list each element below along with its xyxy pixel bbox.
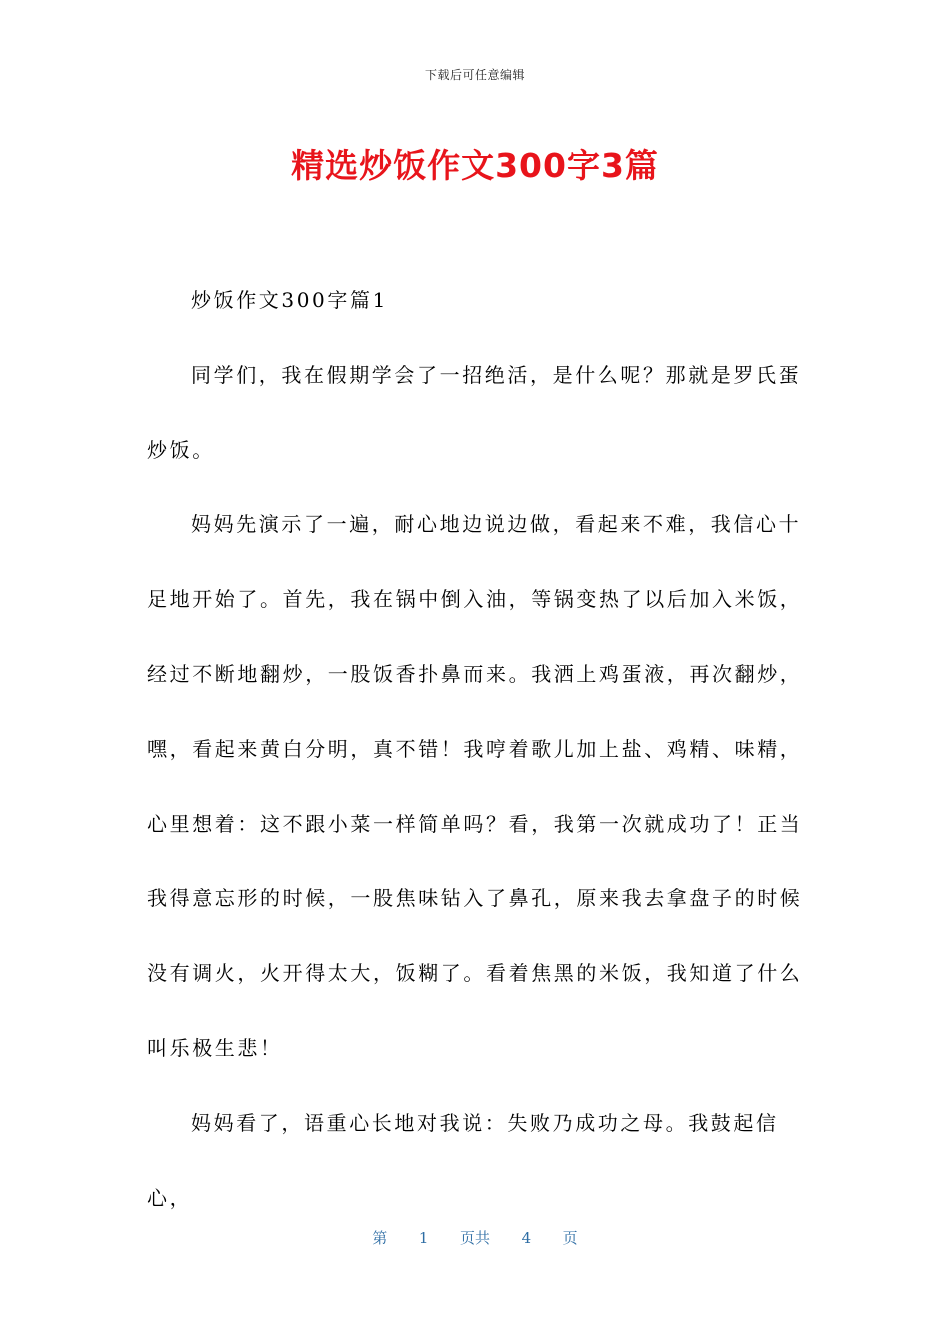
- document-body: [147, 263, 807, 1235]
- page-middle: 页共: [459, 1229, 490, 1247]
- paragraph-3: 妈妈看了，语重心长地对我说：失败乃成功之母。我鼓起信心，: [147, 1110, 779, 1210]
- paragraph-1: 同学们，我在假期学会了一招绝活，是什么呢？那就是罗氏蛋炒饭。: [147, 362, 802, 462]
- current-page-number: 1: [418, 1229, 429, 1247]
- document-title: 精选炒饭作文300字3篇: [291, 146, 659, 185]
- page-suffix: 页: [562, 1229, 578, 1247]
- paragraph-2: 妈妈先演示了一遍，耐心地边说边做，看起来不难，我信心十足地开始了。首先，我在锅中倒入油，等锅变热了以后加入米饭，经过不断地翻炒，一股饭香扑鼻而来。我洒上鸡蛋液，再次翻炒，嘿，看起来黄白分明，真不错！我哼着歌儿加上盐、鸡精、味精，心里想着：这不跟小菜一样简单吗？看，我第一次就成功了！正当我得意忘形的时候，一股焦味钻入了鼻孔，原来我去拿盘子的时候没有调火，火开得太大，饭糊了。看着焦黑的米饭，我知道了什么叫乐极生悲！: [147, 512, 803, 1060]
- total-pages-number: 4: [521, 1229, 532, 1247]
- header-note: 下载后可任意编辑: [424, 68, 525, 82]
- section-heading: 炒饭作文300字篇1: [191, 288, 388, 312]
- page-footer: [0, 1227, 950, 1248]
- page-prefix: 第: [372, 1229, 388, 1247]
